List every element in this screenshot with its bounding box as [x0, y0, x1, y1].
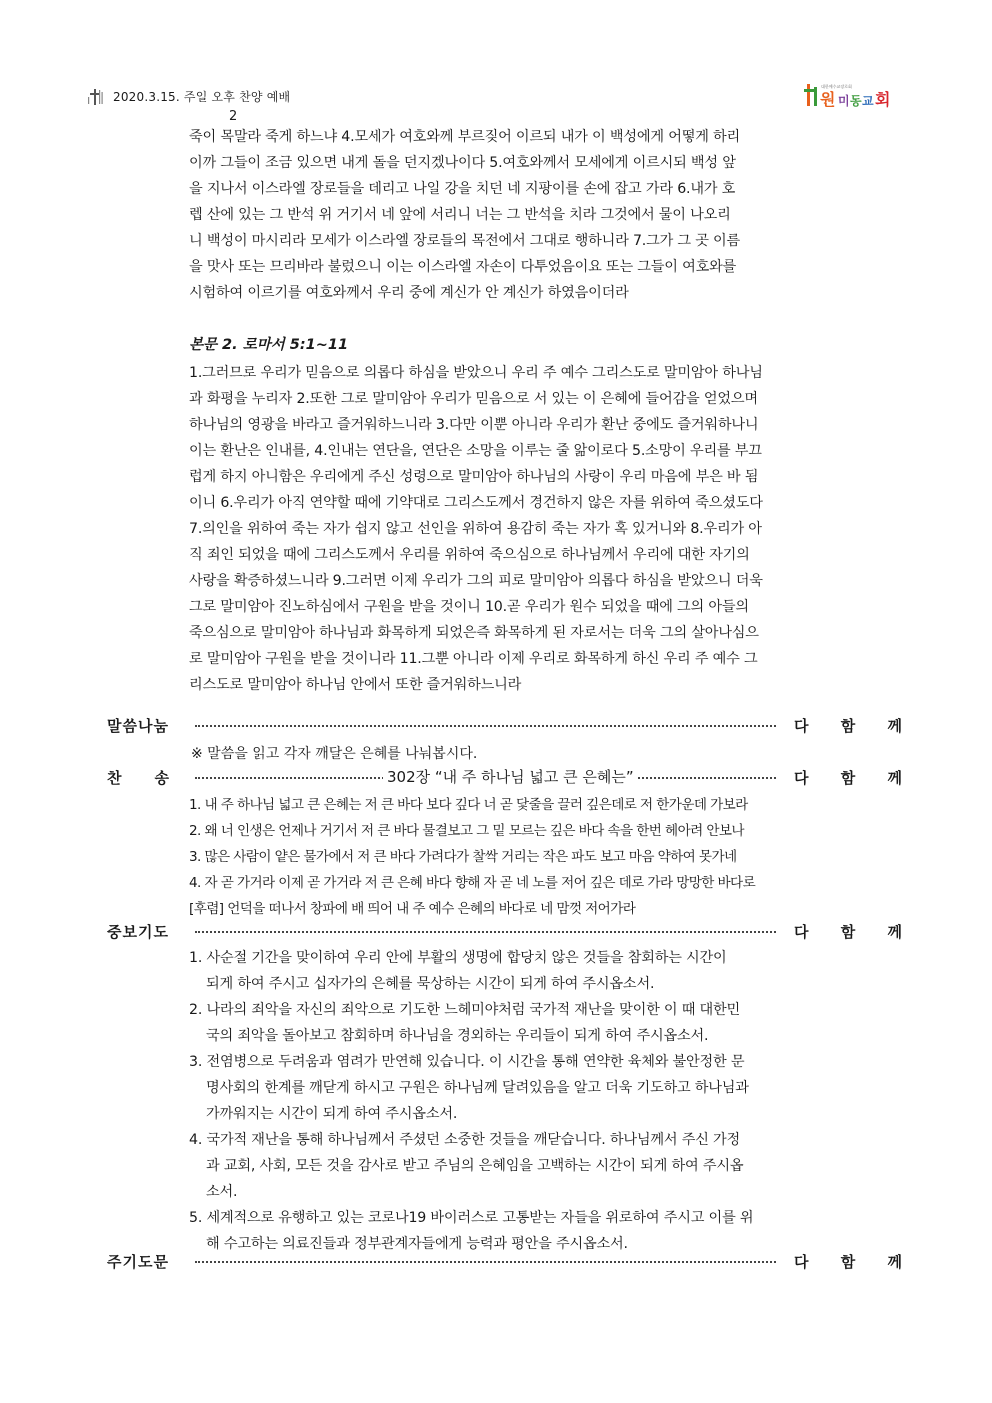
passage-2-text: [189, 360, 783, 698]
text-line: 1. 사순절 기간을 맞이하여 우리 안에 부활의 생명에 합당치 않은 것들을 참회하는 시간이: [189, 950, 727, 966]
svg-text:동: 동: [850, 94, 862, 108]
text-line: 죽이 목말라 죽게 하느냐 4.모세가 여호와께 부르짖어 이르되 내가 이 백성에게 어떻게 하리: [189, 129, 741, 145]
hymn-label: 찬 송: [107, 769, 170, 787]
text-line: 3. 전염병으로 두려움과 염려가 만연해 있습니다. 이 시간을 통해 연약한 육체와 불안정한 문: [189, 1054, 745, 1070]
text-line: 1.그러므로 우리가 믿음으로 의롭다 하심을 받았으니 우리 주 예수 그리스도로 말미암아 하나님: [189, 365, 763, 381]
dotted-leader: [195, 931, 776, 933]
text-line: 가까워지는 시간이 되게 하여 주시옵소서.: [206, 1106, 458, 1122]
text-line: 소서.: [206, 1184, 238, 1200]
text-line: 렙 산에 있는 그 반석 위 거기서 네 앞에 서리니 너는 그 반석을 치라 그것에서 물이 나오리: [189, 207, 731, 223]
svg-text:미: 미: [838, 94, 850, 108]
text-line: 죽으심으로 말미암아 하나님과 화목하게 되었은즉 화목하게 된 자로서는 더욱 그의 살아나심으: [189, 625, 759, 641]
text-line: 니 백성이 마시리라 모세가 이스라엘 장로들의 목전에서 그대로 행하니라 7.그가 그 곳 이름: [189, 233, 741, 249]
sharing-row: [107, 715, 902, 741]
text-line: 4. 자 곧 가거라 이제 곧 가거라 저 큰 은혜 바다 향해 자 곧 네 노를 저어 깊은 데로 가라 망망한 바다로: [189, 875, 756, 891]
text-line: 5. 세계적으로 유행하고 있는 코로나19 바이러스로 고통받는 자들을 위로하여 주시고 이를 위: [189, 1210, 754, 1226]
text-line: 이까 그들이 조금 있으면 내게 돌을 던지겠나이다 5.여호와께서 모세에게 이르시되 백성 앞: [189, 155, 736, 171]
svg-text:원: 원: [820, 90, 836, 109]
text-line: 그로 말미암아 진노하심에서 구원을 받을 것이니 10.곧 우리가 원수 되었을 때에 그의 아들의: [189, 599, 749, 615]
text-line: 직 죄인 되었을 때에 그리스도께서 우리를 위하여 죽으심으로 하나님께서 우리에 대한 자기의: [189, 547, 750, 563]
who-char: 다: [794, 923, 809, 941]
sharing-note: ※ 말씀을 읽고 각자 깨달은 은혜를 나눠봅시다.: [191, 746, 478, 762]
who-char: 다: [794, 717, 809, 735]
sharing-label: 말씀나눔: [107, 717, 169, 735]
text-line: 을 지나서 이스라엘 장로들을 데리고 나일 강을 치던 네 지팡이를 손에 잡고 가라 6.내가 호: [189, 181, 736, 197]
text-line: 을 맛사 또는 므리바라 불렀으니 이는 이스라엘 자손이 다투었음이요 또는 그들이 여호와를: [189, 259, 737, 275]
text-line: 명사회의 한계를 깨닫게 하시고 구원은 하나님께 달려있음을 알고 더욱 기도하고 하나님과: [206, 1080, 749, 1096]
text-line: 리스도로 말미암아 하나님 안에서 또한 즐거워하느니라: [189, 677, 522, 693]
text-line: 럽게 하지 아니함은 우리에게 주신 성령으로 말미암아 하나님의 사랑이 우리 마음에 부은 바 됨: [189, 469, 759, 485]
lords-prayer-row: [107, 1251, 902, 1277]
dotted-leader: [195, 725, 776, 727]
text-line: 2. 나라의 죄악을 자신의 죄악으로 기도한 느헤미야처럼 국가적 재난을 맞이한 이 때 대한민: [189, 1002, 741, 1018]
who-char: 께: [887, 769, 902, 787]
cross-icon: [86, 88, 108, 106]
who-char: 다: [794, 1253, 809, 1271]
page-number: 2: [229, 109, 238, 124]
prayer-list: [189, 945, 785, 1257]
who-char: 함: [840, 923, 856, 941]
who-char: 께: [887, 1253, 902, 1271]
lords-prayer-who: [794, 1251, 902, 1272]
hymn-lyrics: [189, 792, 801, 922]
who-char: 함: [840, 1253, 856, 1271]
page-header: [86, 86, 896, 110]
church-logo: [804, 76, 896, 110]
sharing-who: [794, 715, 902, 736]
prayer-who: [794, 921, 902, 942]
hymn-title: 302장 “내 주 하나님 넓고 큰 은혜는”: [383, 766, 638, 787]
text-line: [후렴] 언덕을 떠나서 창파에 배 띄어 내 주 예수 은혜의 바다로 네 맘껏 저어가라: [189, 901, 636, 917]
text-line: 3. 많은 사람이 얕은 물가에서 저 큰 바다 가려다가 찰싹 거리는 작은 파도 보고 마음 약하여 못가네: [189, 849, 737, 865]
prayer-label: 중보기도: [107, 923, 169, 941]
passage-1-text: [189, 124, 783, 306]
text-line: 되게 하여 주시고 십자가의 은혜를 묵상하는 시간이 되게 하여 주시옵소서.: [206, 976, 655, 992]
text-line: 해 수고하는 의료진들과 정부관계자들에게 능력과 평안을 주시옵소서.: [206, 1236, 628, 1252]
who-char: 께: [887, 923, 902, 941]
who-char: 께: [887, 717, 902, 735]
hymn-who: [794, 767, 902, 788]
text-line: 이는 환난은 인내를, 4.인내는 연단을, 연단은 소망을 이루는 줄 앎이로다 5.소망이 우리를 부끄: [189, 443, 762, 459]
text-line: 시험하여 이르기를 여호와께서 우리 중에 계신가 안 계신가 하였음이더라: [189, 285, 629, 301]
dotted-leader: [195, 1261, 776, 1263]
text-line: 국의 죄악을 돌아보고 참회하며 하나님을 경외하는 우리들이 되게 하여 주시옵소서.: [206, 1028, 709, 1044]
text-line: 사랑을 확증하셨느니라 9.그러면 이제 우리가 그의 피로 말미암아 의롭다 하심을 받았으니 더욱: [189, 573, 763, 589]
text-line: 4. 국가적 재난을 통해 하나님께서 주셨던 소중한 것들을 깨닫습니다. 하나님께서 주신 가정: [189, 1132, 741, 1148]
text-line: 7.의인을 위하여 죽는 자가 쉽지 않고 선인을 위하여 용감히 죽는 자가 혹 있거니와 8.우리가 아: [189, 521, 762, 537]
text-line: 과 교회, 사회, 모든 것을 감사로 받고 주님의 은혜임을 고백하는 시간이 되게 하여 주시옵: [206, 1158, 744, 1174]
who-char: 함: [840, 769, 856, 787]
text-line: 하나님의 영광을 바라고 즐거워하느니라 3.다만 이뿐 아니라 우리가 환난 중에도 즐거워하나니: [189, 417, 759, 433]
lords-prayer-label: 주기도문: [107, 1253, 169, 1271]
text-line: 로 말미암아 구원을 받을 것이니라 11.그뿐 아니라 이제 우리로 화목하게 하신 우리 주 예수 그: [189, 651, 758, 667]
hymn-row: [107, 767, 902, 793]
text-line: 2. 왜 너 인생은 언제나 거기서 저 큰 바다 물결보고 그 밑 모르는 깊은 바다 속을 한번 헤아려 안보나: [189, 823, 744, 839]
who-char: 다: [794, 769, 809, 787]
svg-text:대한예수교장로회: 대한예수교장로회: [821, 84, 852, 89]
service-title: 2020.3.15. 주일 오후 찬양 예배: [113, 90, 291, 104]
text-line: 1. 내 주 하나님 넓고 큰 은혜는 저 큰 바다 보다 깊다 너 곧 닻줄을 끌러 깊은데로 저 한가운데 가보라: [189, 797, 748, 813]
who-char: 함: [840, 717, 856, 735]
text-line: 이니 6.우리가 아직 연약할 때에 기약대로 그리스도께서 경건하지 않은 자를 위하여 죽으셨도다: [189, 495, 763, 511]
svg-text:교: 교: [862, 94, 874, 108]
prayer-row: [107, 921, 902, 947]
svg-text:회: 회: [875, 90, 891, 109]
passage-2-heading: 본문 2. 로마서 5:1~11: [189, 337, 349, 353]
text-line: 과 화평을 누리자 2.또한 그로 말미암아 우리가 믿음으로 서 있는 이 은혜에 들어감을 얻었으며: [189, 391, 758, 407]
